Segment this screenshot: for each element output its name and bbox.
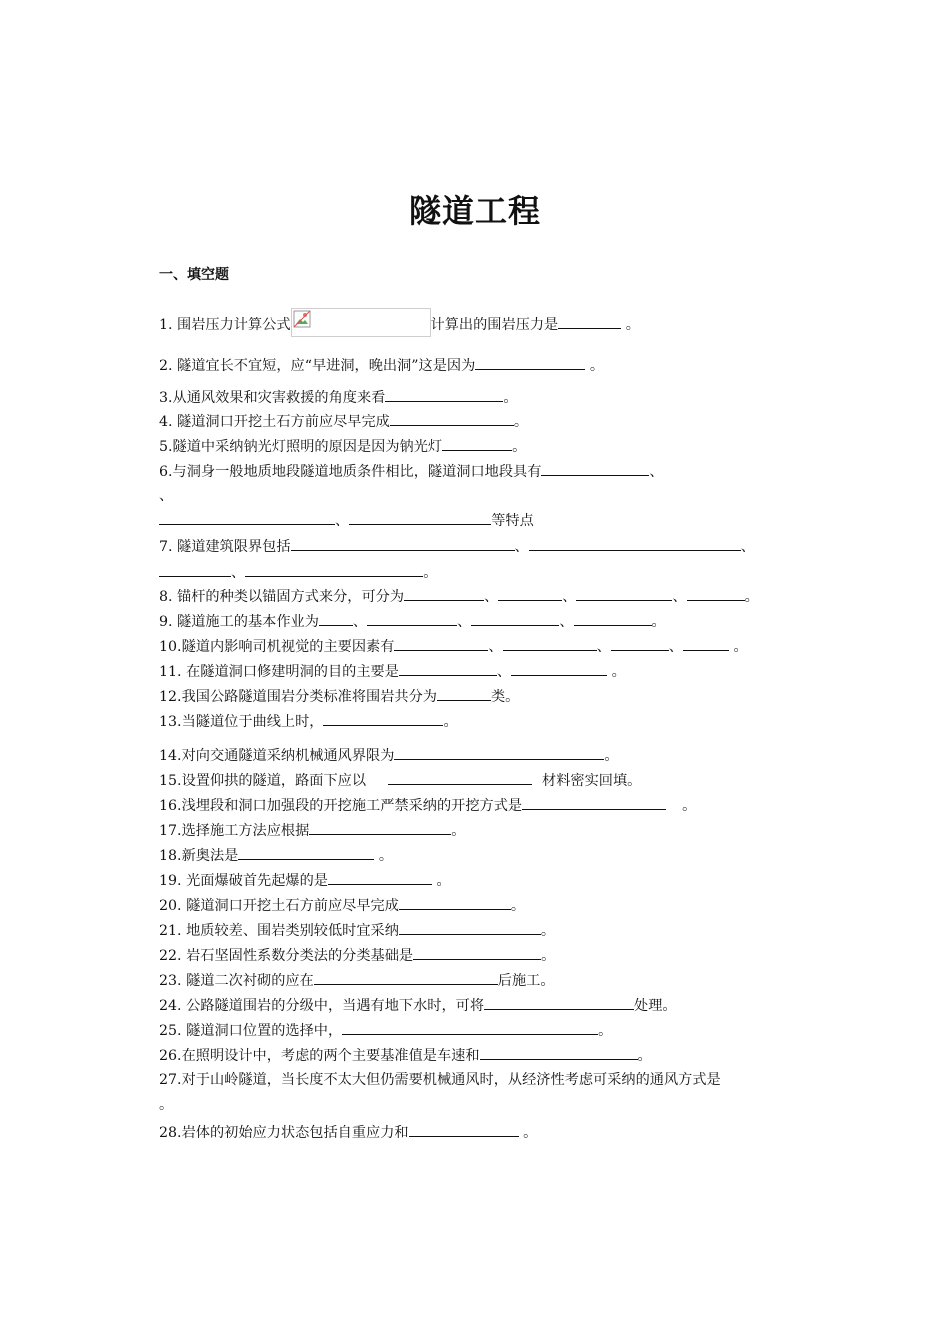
answer-blank[interactable]	[437, 686, 491, 701]
answer-blank[interactable]	[409, 1122, 519, 1137]
question-27-cont: 。	[159, 1097, 174, 1113]
question-25: 25. 隧道洞口位置的选择中， 。	[159, 1020, 612, 1041]
answer-blank[interactable]	[541, 461, 649, 476]
question-3: 3.从通风效果和灾害救援的角度来看 。	[159, 387, 518, 408]
answer-blank[interactable]	[471, 611, 559, 626]
answer-blank[interactable]	[291, 536, 515, 551]
question-26: 26.在照明设计中，考虑的两个主要基准值是车速和 。	[159, 1045, 652, 1066]
answer-blank[interactable]	[480, 1045, 638, 1060]
answer-blank[interactable]	[522, 795, 666, 810]
answer-blank[interactable]	[159, 510, 335, 525]
question-28: 28.岩体的初始应力状态包括自重应力和 。	[159, 1122, 537, 1143]
question-9: 9. 隧道施工的基本作业为 、 、 、 。	[159, 611, 666, 632]
answer-blank[interactable]	[385, 387, 503, 402]
question-27: 27.对于山岭隧道，当长度不太大但仍需要机械通风时，从经济性考虑可采纳的通风方式是	[159, 1072, 721, 1088]
answer-blank[interactable]	[342, 1020, 598, 1035]
question-21: 21. 地质较差、围岩类别较低时宜采纳 。	[159, 920, 555, 941]
question-6-cont: 、 等特点	[159, 510, 534, 531]
answer-blank[interactable]	[323, 711, 443, 726]
answer-blank[interactable]	[390, 411, 514, 426]
answer-blank[interactable]	[529, 536, 741, 551]
question-2: 2. 隧道宜长不宜短，应“早进洞，晚出洞”这是因为 。	[159, 355, 604, 376]
answer-blank[interactable]	[314, 970, 498, 985]
formula-image	[291, 308, 431, 337]
answer-blank[interactable]	[475, 355, 585, 370]
answer-blank[interactable]	[484, 995, 634, 1010]
answer-blank[interactable]	[159, 562, 231, 577]
answer-blank[interactable]	[399, 661, 497, 676]
broken-image-icon	[293, 310, 311, 328]
question-6: 6.与洞身一般地质地段隧道地质条件相比，隧道洞口地段具有 、	[159, 461, 664, 482]
question-1: 1. 围岩压力计算公式 计算出的围岩压力是 。	[159, 308, 640, 337]
question-text: 计算出的围岩压力是	[430, 317, 559, 333]
question-6-cont: 、	[159, 488, 174, 504]
question-8: 8. 锚杆的种类以锚固方式来分，可分为 、 、 、 。	[159, 586, 759, 607]
question-7-cont: 、 。	[159, 562, 437, 583]
answer-blank[interactable]	[349, 510, 491, 525]
answer-blank[interactable]	[687, 586, 745, 601]
answer-blank[interactable]	[558, 314, 621, 329]
section-heading: 一、填空题	[159, 267, 229, 283]
answer-blank[interactable]	[413, 945, 541, 960]
question-16: 16.浅埋段和洞口加强段的开挖施工严禁采纳的开挖方式是 。	[159, 795, 696, 816]
answer-blank[interactable]	[404, 586, 484, 601]
question-5: 5.隧道中采纳钠光灯照明的原因是因为钠光灯 。	[159, 436, 526, 457]
answer-blank[interactable]	[574, 611, 652, 626]
question-20: 20. 隧道洞口开挖土石方前应尽早完成 。	[159, 895, 525, 916]
question-15: 15.设置仰拱的隧道，路面下应以 材料密实回填。	[159, 770, 641, 791]
question-24: 24. 公路隧道围岩的分级中，当遇有地下水时，可将 处理。	[159, 995, 677, 1016]
question-23: 23. 隧道二次衬砌的应在 后施工。	[159, 970, 555, 991]
answer-blank[interactable]	[367, 611, 457, 626]
question-22: 22. 岩石坚固性系数分类法的分类基础是 。	[159, 945, 555, 966]
question-18: 18.新奥法是 。	[159, 845, 393, 866]
question-17: 17.选择施工方法应根据 。	[159, 820, 465, 841]
answer-blank[interactable]	[388, 770, 532, 785]
question-13: 13.当隧道位于曲线上时， 。	[159, 711, 458, 732]
question-14: 14.对向交通隧道采纳机械通风界限为 。	[159, 745, 619, 766]
answer-blank[interactable]	[611, 636, 669, 651]
answer-blank[interactable]	[245, 562, 423, 577]
answer-blank[interactable]	[442, 436, 512, 451]
answer-blank[interactable]	[511, 661, 607, 676]
answer-blank[interactable]	[498, 586, 562, 601]
question-19: 19. 光面爆破首先起爆的是 。	[159, 870, 451, 891]
question-7: 7. 隧道建筑限界包括 、 、	[159, 536, 755, 557]
answer-blank[interactable]	[399, 920, 541, 935]
answer-blank[interactable]	[328, 870, 432, 885]
answer-blank[interactable]	[576, 586, 672, 601]
answer-blank[interactable]	[309, 820, 451, 835]
question-4: 4. 隧道洞口开挖土石方前应尽早完成 。	[159, 411, 528, 432]
question-11: 11. 在隧道洞口修建明洞的目的主要是 、 。	[159, 661, 626, 682]
answer-blank[interactable]	[399, 895, 511, 910]
question-10: 10.隧道内影响司机视觉的主要因素有 、 、 、 。	[159, 636, 748, 657]
question-12: 12.我国公路隧道围岩分类标准将围岩共分为 类。	[159, 686, 519, 707]
page-title: 隧道工程	[408, 192, 541, 230]
answer-blank[interactable]	[319, 611, 353, 626]
answer-blank[interactable]	[683, 636, 729, 651]
answer-blank[interactable]	[394, 636, 488, 651]
question-text: 1. 围岩压力计算公式	[159, 317, 291, 333]
answer-blank[interactable]	[503, 636, 597, 651]
answer-blank[interactable]	[394, 745, 604, 760]
answer-blank[interactable]	[238, 845, 374, 860]
